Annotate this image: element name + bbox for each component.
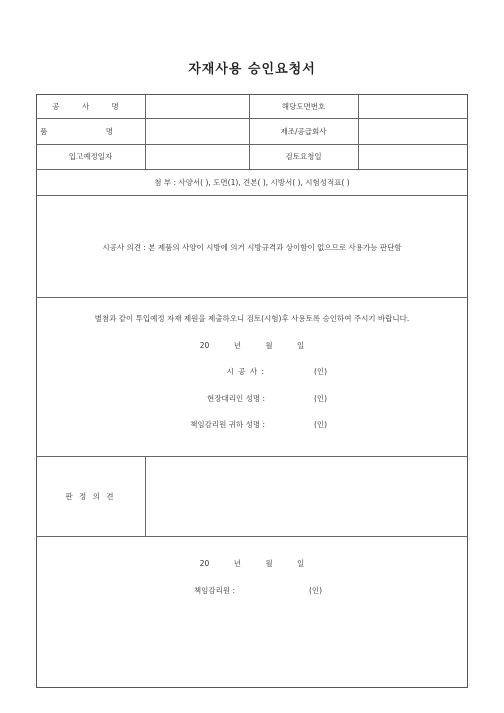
request-text: 별첨과 같이 투입예정 자재 제원을 제출하오니 검토(시험)후 사용토록 승인하여 주시기 바랍니다. bbox=[94, 314, 410, 323]
document-title: 자재사용 승인요청서 bbox=[188, 62, 316, 77]
review-date-label: 검토요청일 bbox=[285, 152, 322, 161]
approval-supervisor-label: 책임감리원 : bbox=[193, 586, 235, 595]
review-date-field[interactable] bbox=[358, 144, 468, 169]
judgment-field[interactable] bbox=[145, 456, 468, 536]
arrival-date-field[interactable] bbox=[145, 144, 249, 169]
contractor-seal: (인) bbox=[314, 367, 328, 376]
row-divider bbox=[36, 195, 468, 196]
site-agent-seal: (인) bbox=[314, 394, 328, 403]
site-name-label: 공 사 명 bbox=[52, 101, 129, 111]
site-agent-label: 현장대리인 성명 : bbox=[206, 394, 265, 403]
arrival-date-label: 입고예정일자 bbox=[68, 152, 113, 161]
attachments-line: 첨 부 : 사양서( ), 도면(1), 견본( ), 시방서( ), 시험성적표( ) bbox=[154, 177, 350, 187]
item-name-label: 품 명 bbox=[40, 126, 141, 136]
drawing-number-label: 해당도면번호 bbox=[281, 101, 326, 111]
request-date: 20 년 월 일 bbox=[199, 341, 305, 350]
contractor-opinion: 시공사 의견 : 본 제품의 사양이 시방에 의거 시방규격과 상이함이 없으므로 사용가능 판단함 bbox=[102, 243, 402, 252]
row-divider bbox=[36, 297, 468, 298]
drawing-number-field[interactable] bbox=[358, 94, 468, 118]
item-name-field[interactable] bbox=[145, 118, 249, 144]
supervisor-label: 책임감리원 귀하 성명 : bbox=[190, 420, 265, 429]
row-divider bbox=[36, 536, 468, 537]
judgment-label: 판 정 의 견 bbox=[65, 491, 116, 501]
approval-supervisor-seal: (인) bbox=[309, 586, 323, 595]
supervisor-seal: (인) bbox=[314, 420, 328, 429]
contractor-label: 시 공 사 : bbox=[226, 367, 265, 376]
manufacturer-field[interactable] bbox=[358, 118, 468, 144]
site-name-field[interactable] bbox=[145, 94, 249, 118]
approval-date: 20 년 월 일 bbox=[199, 559, 305, 568]
manufacturer-label: 제조/공급회사 bbox=[280, 126, 327, 136]
